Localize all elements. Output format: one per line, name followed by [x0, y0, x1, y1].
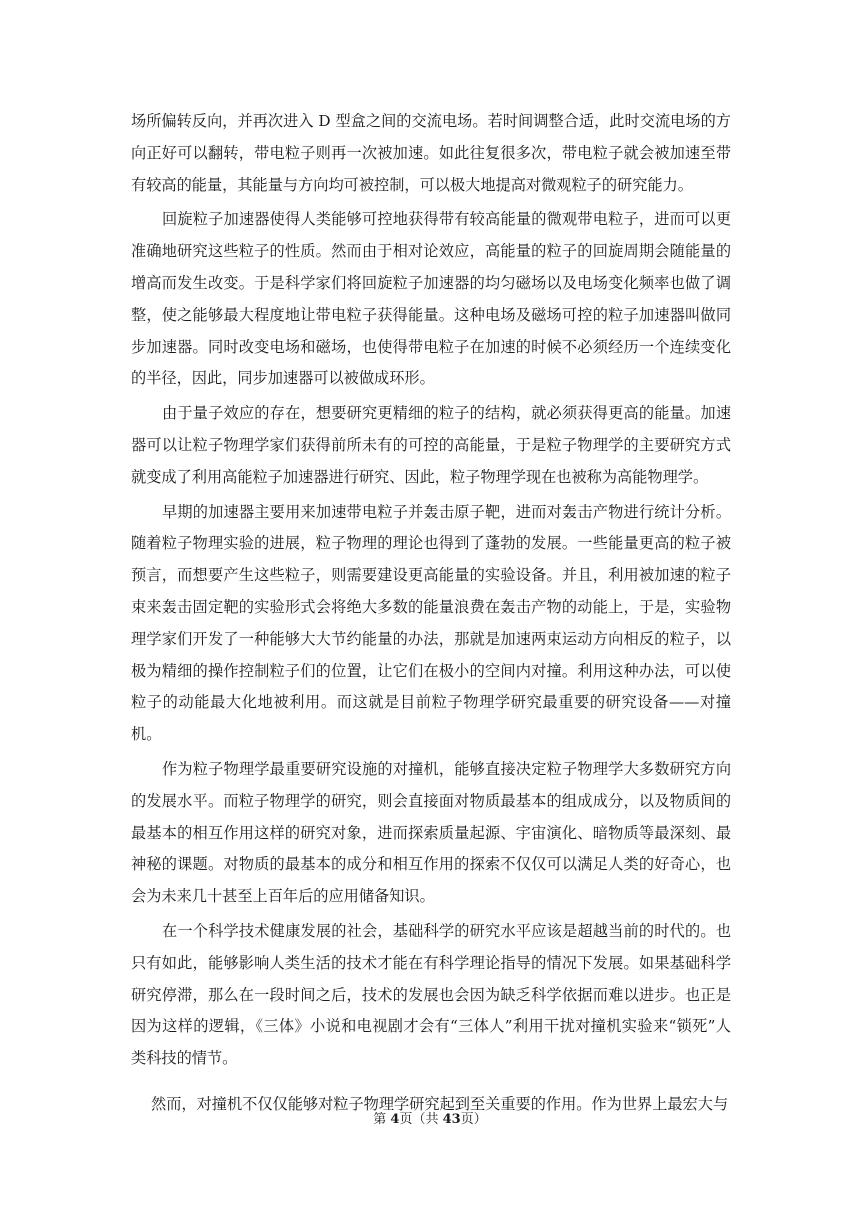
document-body [131, 106, 731, 1078]
paragraph-7: 然而，对撞机不仅仅能够对粒子物理学研究起到至关重要的作用。作为世界上最宏大与 [151, 1095, 729, 1113]
page-footer [0, 1111, 860, 1129]
paragraph-3: 由于量子效应的存在，想要研究更精细的粒子的结构，就必须获得更高的能量。加速器可以让粒子物理学家们获得前所未有的可控的高能量，于是粒子物理学的主要研究方式就变成了利用高能粒子加速器进行研究、因此，粒子物理学现在也被称为高能物理学。 [131, 404, 731, 486]
paragraph-6: 在一个科学技术健康发展的社会，基础科学的研究水平应该是超越当前的时代的。也只有如此，能够影响人类生活的技术才能在有科学理论指导的情况下发展。如果基础科学研究停滞，那么在一段时间之后，技术的发展也会因为缺乏科学依据而难以进步。也正是因为这样的逻辑，《三体》小说和电视剧才会有“三体人”利用干扰对撞机实验来“锁死”人类科技的情节。 [131, 921, 731, 1068]
footer-middle: 页（共 [399, 1112, 443, 1127]
paragraph-1: 场所偏转反向，并再次进入 D 型盒之间的交流电场。若时间调整合适，此时交流电场的方向正好可以翻转，带电粒子则再一次被加速。如此往复很多次，带电粒子就会被加速至带有较高的能量，其能量与方向均可被控制，可以极大地提高对微观粒子的研究能力。 [131, 112, 731, 194]
footer-page-number: 4 [390, 1112, 400, 1127]
paragraph-5: 作为粒子物理学最重要研究设施的对撞机，能够直接决定粒子物理学大多数研究方向的发展水平。而粒子物理学的研究，则会直接面对物质最基本的组成成分，以及物质间的最基本的相互作用这样的研究对象，进而探索质量起源、宇宙演化、暗物质等最深刻、最神秘的课题。对物质的最基本的成分和相互作用的探索不仅仅可以满足人类的好奇心，也会为未来几十甚至上百年后的应用储备知识。 [131, 759, 731, 906]
paragraph-4: 早期的加速器主要用来加速带电粒子并轰击原子靶，进而对轰击产物进行统计分析。随着粒子物理实验的进展，粒子物理的理论也得到了蓬勃的发展。一些能量更高的粒子被预言，而想要产生这些粒子，则需要建设更高能量的实验设备。并且，利用被加速的粒子束来轰击固定靶的实验形式会将绝大多数的能量浪费在轰击产物的动能上，于是，实验物理学家们开发了一种能够大大节约能量的办法，那就是加速两束运动方向相反的粒子，以极为精细的操作控制粒子们的位置，让它们在极小的空间内对撞。利用这种办法，可以使粒子的动能最大化地被利用。而这就是目前粒子物理学研究最重要的研究设备——对撞机。 [131, 502, 731, 744]
footer-total-pages: 43 [442, 1112, 461, 1127]
footer-suffix: 页） [460, 1112, 487, 1127]
footer-prefix: 第 [373, 1112, 391, 1127]
paragraph-2: 回旋粒子加速器使得人类能够可控地获得带有较高能量的微观带电粒子，进而可以更准确地研究这些粒子的性质。然而由于相对论效应，高能量的粒子的回旋周期会随能量的增高而发生改变。于是科学家们将回旋粒子加速器的均匀磁场以及电场变化频率也做了调整，使之能够最大程度地让带电粒子获得能量。这种电场及磁场可控的粒子加速器叫做同步加速器。同时改变电场和磁场，也使得带电粒子在加速的时候不必须经历一个连续变化的半径，因此，同步加速器可以被做成环形。 [131, 210, 731, 388]
